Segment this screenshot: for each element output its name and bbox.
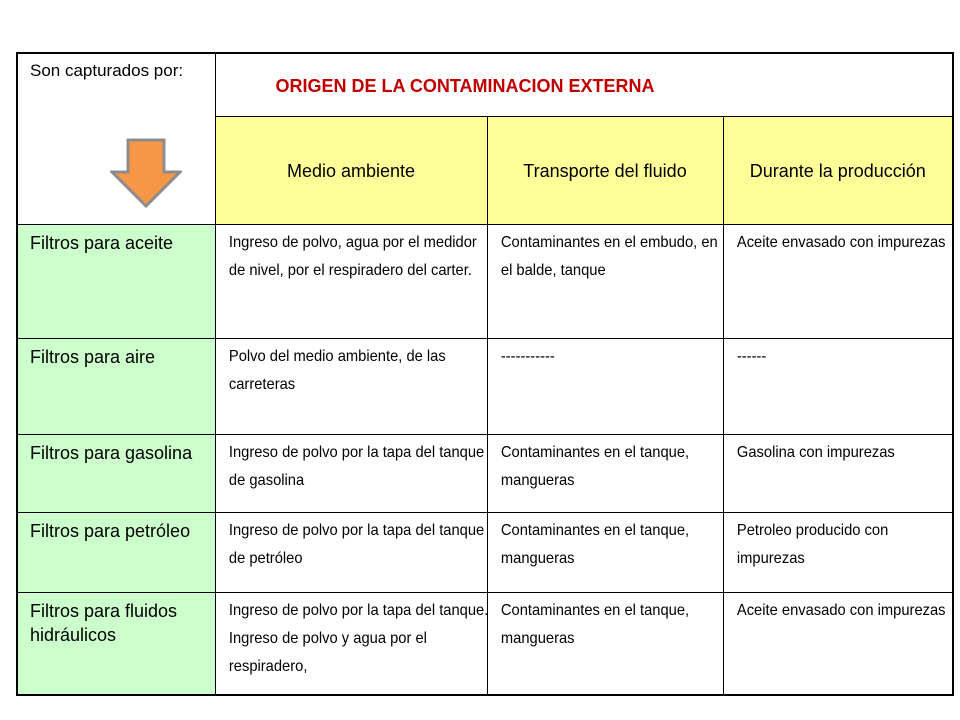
main-title: ORIGEN DE LA CONTAMINACION EXTERNA bbox=[275, 76, 655, 96]
table-cell bbox=[723, 513, 953, 593]
row-header bbox=[17, 513, 215, 593]
table-row bbox=[17, 339, 953, 435]
column-header-label: Durante la producción bbox=[749, 160, 926, 181]
row-header bbox=[17, 593, 215, 695]
table-cell bbox=[215, 435, 487, 513]
table-row bbox=[17, 225, 953, 339]
title-cell bbox=[215, 53, 953, 117]
table-cell bbox=[487, 435, 723, 513]
row-header-label: Filtros para fluidos hidráulicos bbox=[30, 601, 178, 645]
table-cell bbox=[723, 225, 953, 339]
cell-text: Ingreso de polvo por la tapa del tanque. Ingreso de polvo y agua por el respiradero, bbox=[228, 602, 488, 675]
column-header-label: Medio ambiente bbox=[286, 160, 416, 181]
table-row bbox=[17, 435, 953, 513]
cell-text: ----------- bbox=[500, 348, 555, 365]
corner-label: Son capturados por: bbox=[30, 61, 184, 80]
column-header bbox=[215, 117, 487, 225]
row-header-label: Filtros para petróleo bbox=[30, 521, 191, 541]
table-row bbox=[17, 513, 953, 593]
table-row bbox=[17, 593, 953, 695]
table-cell bbox=[215, 513, 487, 593]
row-header bbox=[17, 339, 215, 435]
contamination-table bbox=[16, 52, 954, 696]
cell-text: Contaminantes en el tanque, mangueras bbox=[500, 444, 689, 489]
table-cell bbox=[215, 339, 487, 435]
table-cell bbox=[215, 225, 487, 339]
cell-text: Gasolina con impurezas bbox=[736, 444, 895, 461]
table-cell bbox=[487, 225, 723, 339]
table-cell bbox=[723, 435, 953, 513]
cell-text: Contaminantes en el tanque, mangueras bbox=[500, 602, 689, 647]
row-header-label: Filtros para aire bbox=[30, 347, 156, 367]
cell-text: ------ bbox=[736, 348, 766, 365]
row-header bbox=[17, 225, 215, 339]
table-cell bbox=[723, 339, 953, 435]
table-cell bbox=[487, 339, 723, 435]
cell-text: Contaminantes en el tanque, mangueras bbox=[500, 522, 689, 567]
column-header bbox=[487, 117, 723, 225]
table-cell bbox=[215, 593, 487, 695]
row-header bbox=[17, 435, 215, 513]
cell-text: Petroleo producido con impurezas bbox=[736, 522, 888, 567]
cell-text: Contaminantes en el embudo, en el balde, tanque bbox=[500, 234, 718, 279]
row-header-label: Filtros para aceite bbox=[30, 233, 174, 253]
table-cell bbox=[487, 513, 723, 593]
column-header bbox=[723, 117, 953, 225]
row-header-label: Filtros para gasolina bbox=[30, 443, 193, 463]
column-header-label: Transporte del fluido bbox=[523, 160, 687, 181]
cell-text: Ingreso de polvo por la tapa del tanque de gasolina bbox=[228, 444, 484, 489]
cell-text: Aceite envasado con impurezas bbox=[736, 234, 946, 251]
cell-text: Aceite envasado con impurezas bbox=[736, 602, 946, 619]
table-cell bbox=[723, 593, 953, 695]
table-cell bbox=[487, 593, 723, 695]
cell-text: Polvo del medio ambiente, de las carreteras bbox=[228, 348, 446, 393]
cell-text: Ingreso de polvo, agua por el medidor de nivel, por el respiradero del carter. bbox=[228, 234, 477, 279]
corner-cell bbox=[17, 53, 215, 225]
cell-text: Ingreso de polvo por la tapa del tanque de petróleo bbox=[228, 522, 484, 567]
down-arrow-icon bbox=[110, 136, 182, 208]
